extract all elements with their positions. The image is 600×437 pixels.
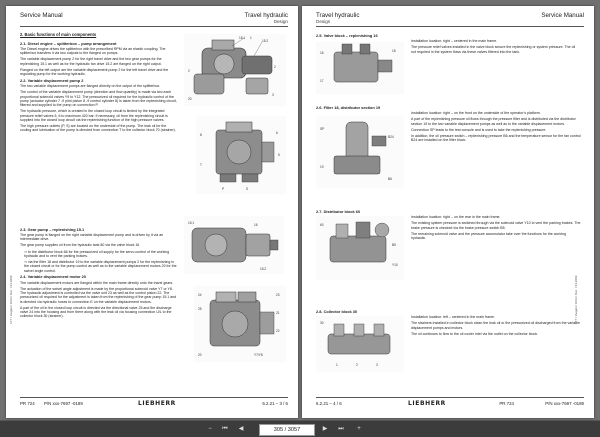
left-text-column-lower [20,225,178,321]
figure-displacement-motor [194,286,286,362]
paragraph: The two variable displacement pumps are flanged directly on the output of the splitterbox. [20,84,161,88]
paragraph: ⇒ to the distributor block 66 for the pressurized oil supply for the servo control of the working hydraulic and to vent the parking brakes. [24,249,170,258]
section-title: 2.1. Diesel engine – splitterbox – pump arrangement [20,40,117,46]
paragraph: The gear pump supplies oil from the hydraulic tank 80 via the valve block 16 [20,243,140,248]
figure-label: Y7/Y8 [254,353,263,357]
figure-label: 2 [188,69,190,73]
paragraph: Installation location: right – on the rear in the main frame. [411,215,501,219]
prev-page-icon[interactable]: ◀ [238,426,244,432]
section-2-8-text [411,315,581,338]
paragraph: The variable displacement motors are flanged within the main frame directly onto the travel gears. [20,280,174,285]
figure-label: 1 [336,363,338,367]
footer-model: PR 724 [20,401,35,406]
figure-label: 2 [274,65,276,69]
paragraph: The actuation of the swivel angle adjustment is made by the proportional solenoid valve Y7 or Y8. The hydraulic adjustment is controlled via the valve unit 23 as well as the control piston 22. The pressurized oil required for the adjustment is taken from the replenishing of the gear pump 15.1 and is directed via hydraulic hoses to connection E on the variable displacement motors. [20,286,177,304]
figure-label: 30 [320,321,324,325]
section-title: 2.3. Gear pump – replenishing 15.1 [20,226,85,232]
figure-label: 21 [276,311,280,315]
right-page-footer [316,397,584,410]
header-left-text: Service Manual [20,12,63,19]
first-page-icon[interactable]: ⏮ [222,426,228,432]
header-rule [316,26,584,27]
figure-label: 19 [320,165,324,169]
paragraph: The oil continues to flow to the oil cooler inlet via the outlet on the collector block. [411,331,538,336]
figure-label: 15.2 [260,267,267,271]
figure-label: 16 [320,51,324,55]
header-sub-text: Design [273,19,288,24]
paragraph: The strainers installed in collector block clean the leak oil or the pressurized oil discharged from the variable displacement pumps and motors. [411,321,580,330]
footer-page-number: 6.2.21 – 3 / 6 [262,401,288,406]
paragraph: In addition, the oil pressure switch – replenishing pressure B6 and the temperature sensor for the fan control B24 are installed on the filter block. [411,134,581,143]
figure-displacement-pump [196,116,286,194]
footer-model: PR 724 [499,401,514,406]
figure-label: 24 [198,293,202,297]
paragraph: Flanged on the left output are the variable displacement pump 2 for the left travel drive and the regulating pump for the working hydraulic. [20,67,169,76]
figure-label: 16 [254,223,258,227]
figure-label: S [246,187,249,191]
paragraph: The Diesel engine drives the splitterbox with the prescribed RPM via an elastic coupling. The splitterbox transfers it via two outputs to the flanged on pumps. [20,46,166,55]
section-2-7 [316,207,586,215]
right-page [302,6,594,418]
footer-page-number: 6.2.21 – 4 / 6 [316,401,342,406]
section-title: 2.5. Valve block – replenishing 16 [316,32,378,38]
figure-label: 6 [276,131,278,135]
figure-pump-arrangement [184,34,286,106]
figure-collector-block [316,316,404,372]
last-page-icon[interactable]: ⏭ [338,426,344,432]
section-2-6 [316,103,586,111]
section-title: 2.2. Variable displacement pump 2 [20,77,84,83]
figure-gear-pump [184,216,284,274]
paragraph: The remaining solenoid valve and the pressure accumulator take over the functions for the working hydraulic. [411,231,566,240]
section-2-7-text [411,215,581,242]
section-title: 2.6. Filter 18, distributor section 19 [316,104,381,110]
figure-label: 20 [198,353,202,357]
header-left-text: Travel hydraulic [316,12,360,19]
page-number-input[interactable]: 305 / 3057 [259,424,315,436]
section-2-5 [316,31,586,39]
paragraph: A part of the replenishing pressure oil flows through the pressure filter and is distributed via the distributor section 19 to the two variable displacement pumps as well as to the variable displacement motors. [411,117,576,126]
figure-label: 60 [320,223,324,227]
figure-label: Y10 [392,263,398,267]
next-page-icon[interactable]: ▶ [322,426,328,432]
paragraph: Installation location: right – centered in the main frame. [411,39,498,43]
figure-label: B24 [388,135,394,139]
paragraph: Connection SP leads to the test console and is used to take the replenishing pressure. [411,127,547,132]
figure-filter-distributor [316,116,404,188]
figure-label: 2 [356,363,358,367]
figure-label: 15.1 [188,221,195,225]
figure-label: 15.2 [262,39,269,43]
header-right-text: Travel hydraulic [244,12,288,19]
paragraph: The control of the variable displacement pump (direction and flow quantity) is made via two each proportional solenoid valves Y9 to Y12. The pressurized oil required for the hydraulic control of the pump (actuator cylinder 7 -9 pilot piston 8 -9 control cylinder 8) is taken from the replenishing circuit, filtered and supplied to the pump on connection P. [20,90,177,107]
paragraph: The existing system pressure is switched through via the solenoid valve Y10 to vent the parking brakes. The brake pressure is checked via the brake pressure switch B5. [411,221,581,230]
figure-valve-block [316,42,404,94]
figure-distributor-block [316,216,404,280]
side-label: LFT / Inagaki / Orbit / Dec. / 04.2009 [573,275,578,324]
header-right-text: Service Manual [541,12,584,19]
left-page-footer [20,397,288,410]
figure-label: 22 [276,329,280,333]
section-title: 2.8. Collector block 30 [316,308,358,314]
figure-label: 20 [188,97,192,101]
paragraph: ⇒ via the filter 18 and distributor 19 to the variable displacement pumps 2 for the replenishing in the closed circuit or for the pump control as well as to the variable displacement motors 20 for the swivel angle control. [24,260,177,273]
figure-label: B6 [388,177,392,181]
figure-label: 18 [392,49,396,53]
figure-label: 3 [272,93,274,97]
figure-label: 25 [198,307,202,311]
zoom-out-icon[interactable]: − [208,426,212,432]
figure-label: 8 [200,133,202,137]
paragraph: Installation location: right – on the front on the underside of the operator’s platform. [411,111,541,115]
liebherr-logo: LIEBHERR [138,400,176,407]
figure-label: 15.1 [239,36,246,40]
figure-label: 5 [278,153,280,157]
header-rule [20,26,288,27]
liebherr-logo: LIEBHERR [408,400,446,407]
figure-label: 17 [320,79,324,83]
zoom-in-icon[interactable]: + [357,426,361,432]
section-2-8 [316,307,586,315]
left-text-column [20,39,178,135]
section-2-5-text [411,39,581,56]
left-page [6,6,298,418]
side-label: LFT / Inagaki / Orbit / Dec. / 04.2009 [9,275,13,324]
figure-label: P [222,187,225,191]
footer-part-number: P/N xxx-7697 -0189 [545,401,584,406]
section-title: 2.4. Variable displacement motor 20 [20,274,86,280]
figure-label: 3 [376,363,378,367]
paragraph: Installation location: left – centered in the main frame. [411,315,495,319]
figure-label: 23 [276,293,280,297]
viewer-toolbar [0,420,600,437]
section-title: 2.7. Distributor block 60 [316,208,361,214]
figure-label: 1 [250,36,252,40]
figure-label: B5 [392,243,396,247]
header-sub-text: Design [316,19,331,24]
figure-label: SP [320,127,325,131]
paragraph: The variable displacement pump 2 for the right travel drive and the two gear pumps for the replenishing 15.1 as well as for the hydraulic fan drive 15.2 are flanged on the right output. [20,57,162,66]
footer-part-number: P/N xxx-7697 -0189 [44,401,83,406]
paragraph: A part of the oil in the closed loop circuit is directed via the directional valve 25 and the discharge valve 24 into the housing and from there along with the leak oil via housing connection U/L to the collector block 30 (strainer). [20,305,172,319]
figure-label: T [200,163,202,167]
paragraph: The gear pump is flanged on the right variable displacement pump and is driven by it via an intermediate drive. [20,232,164,241]
paragraph: The hydraulic pressure, which is created in the closed loop circuit is limited by the integrated pressure relief valves 5, 6 to maximum 420 bar. If necessary, oil from the replenishing circuit is supplied into the closed loop circuit via the replenishing function of the high pressure valves. [20,109,168,122]
chapter-heading: 2. Basic functions of main components [20,32,97,37]
section-2-6-text [411,111,581,145]
paragraph: The high pressure outlets (P, S) are located on the underside of the pump. The leak oil for the cooling and lubrication of the pump is directed from connection T to the collector block 70 (strainer). [20,124,176,133]
paragraph: The pressure relief valves installed in the valve block secure the replenishing or system pressure. The oil not required in the system flows via these valves filtered into the tank. [411,45,576,54]
